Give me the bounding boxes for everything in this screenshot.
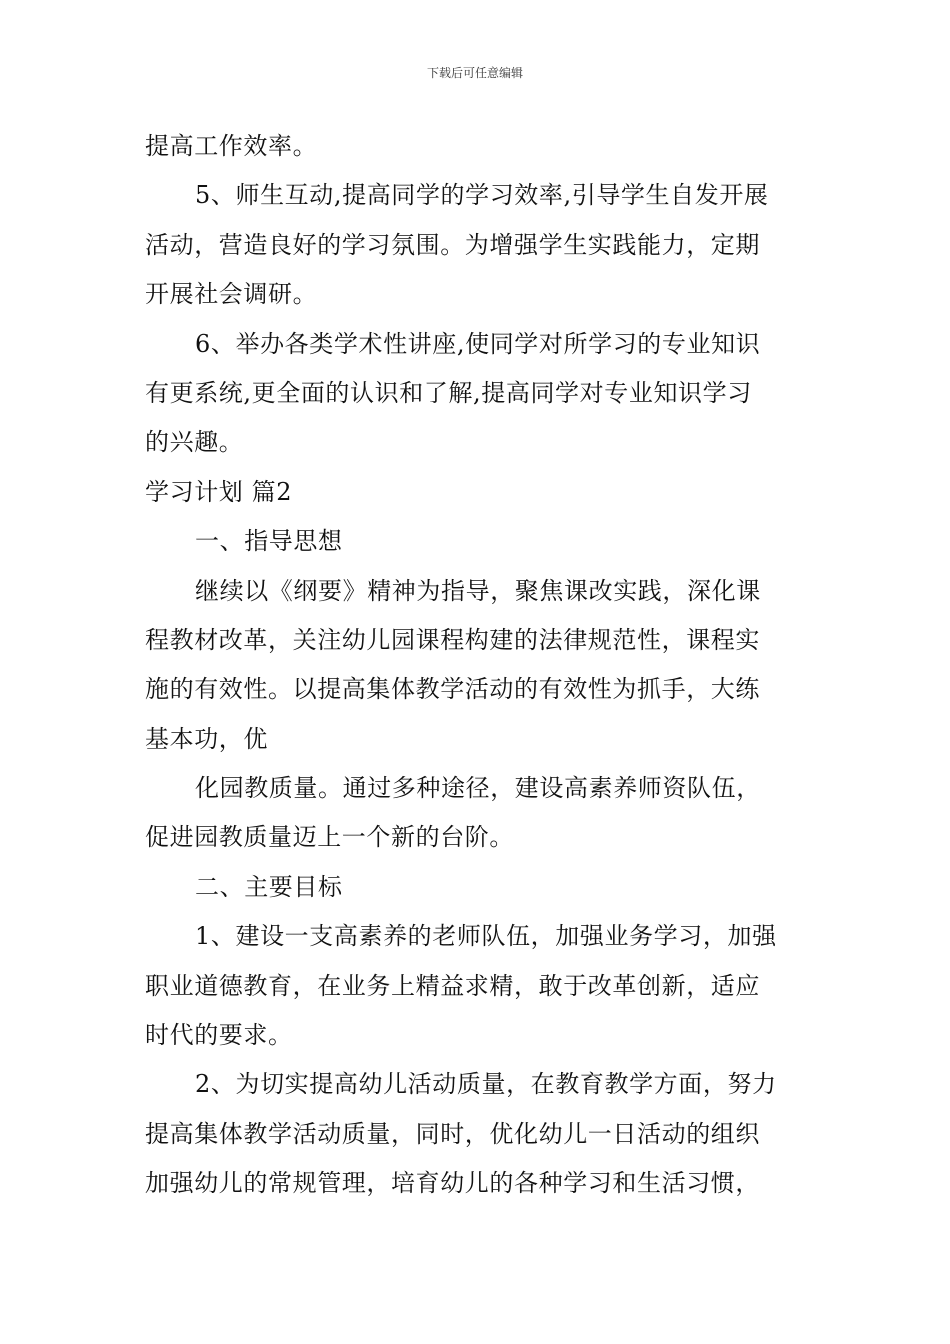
page-header: 下载后可任意编辑	[426, 66, 523, 80]
text-line: 提高工作效率。	[145, 132, 318, 160]
text-line: 加强幼儿的常规管理，培育幼儿的各种学习和生活习惯，	[145, 1169, 760, 1198]
text-line: 2、为切实提高幼儿活动质量，在教育教学方面，努力	[195, 1070, 777, 1099]
text-line: 的兴趣。	[145, 428, 244, 457]
text-line: 施的有效性。以提高集体教学活动的有效性为抓手，大练	[145, 675, 760, 704]
section-heading: 学习计划 篇2	[145, 477, 293, 506]
text-line: 基本功，优	[145, 724, 268, 753]
text-line: 提高集体教学活动质量，同时，优化幼儿一日活动的组织	[145, 1119, 760, 1148]
text-line: 6、举办各类学术性讲座,使同学对所学习的专业知识	[195, 329, 761, 358]
text-line: 活动，营造良好的学习氛围。为增强学生实践能力，定期	[145, 230, 760, 259]
text-line: 职业道德教育，在业务上精益求精，敢于改革创新，适应	[145, 971, 760, 1000]
text-line: 化园教质量。通过多种途径，建设高素养师资队伍，	[195, 774, 761, 803]
document-body	[145, 122, 810, 1209]
text-line: 时代的要求。	[145, 1021, 293, 1050]
subsection-heading: 一、指导思想	[195, 527, 343, 556]
text-line: 促进园教质量迈上一个新的台阶。	[145, 823, 514, 852]
subsection-heading: 二、主要目标	[195, 872, 343, 901]
text-line: 5、师生互动,提高同学的学习效率,引导学生自发开展	[195, 181, 769, 210]
text-line: 开展社会调研。	[145, 280, 318, 309]
text-line: 继续以《纲要》精神为指导，聚焦课改实践，深化课	[195, 576, 761, 605]
text-line: 程教材改革，关注幼儿园课程构建的法律规范性，课程实	[145, 625, 760, 654]
text-line: 1、建设一支高素养的老师队伍，加强业务学习，加强	[195, 922, 777, 951]
text-line: 有更系统,更全面的认识和了解,提高同学对专业知识学习	[145, 378, 752, 407]
